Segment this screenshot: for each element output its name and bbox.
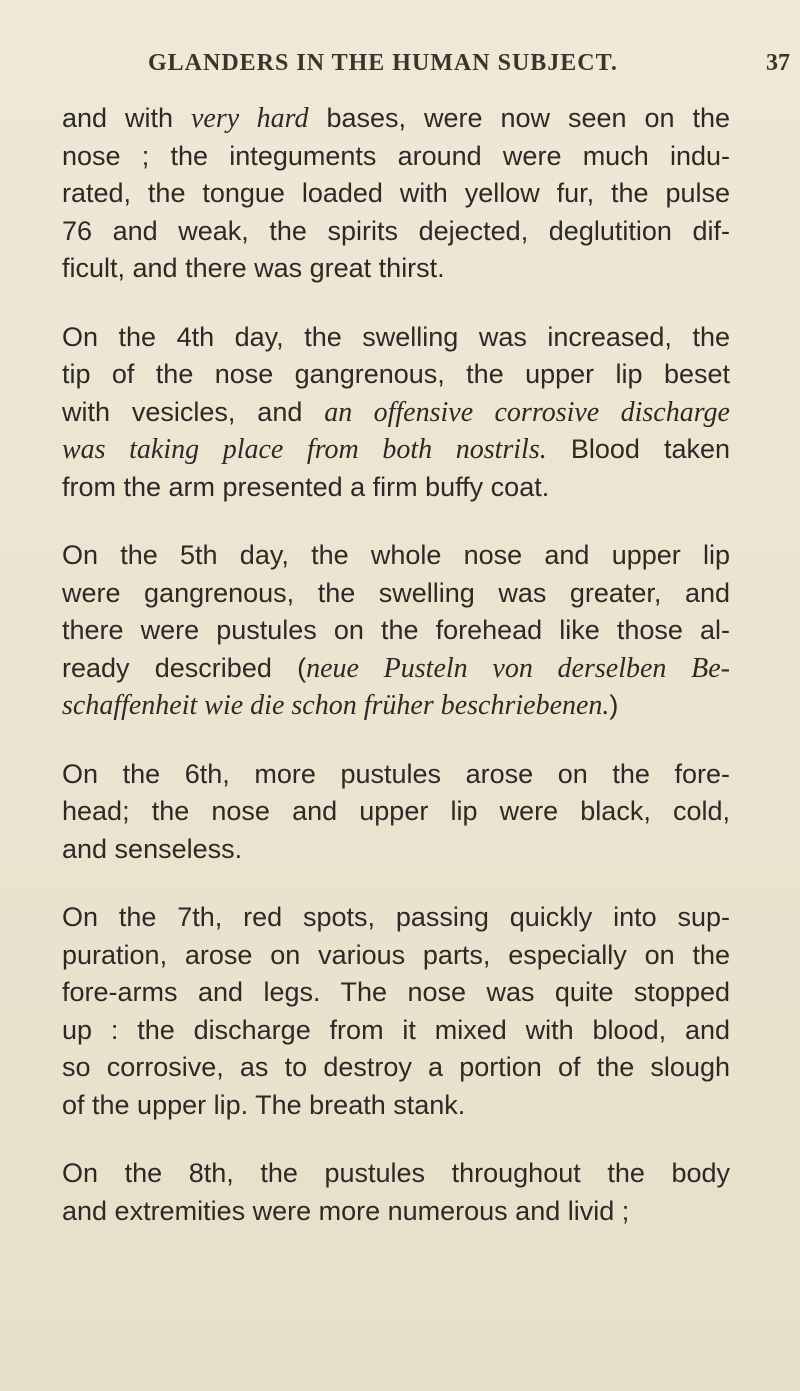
text-line bbox=[62, 1087, 730, 1125]
text-line bbox=[62, 575, 730, 613]
text-line bbox=[62, 756, 730, 794]
text-run: and senseless. bbox=[62, 833, 243, 864]
text-run: of the upper lip. The breath stank. bbox=[62, 1089, 466, 1120]
text-line bbox=[62, 1155, 730, 1193]
text-line bbox=[62, 687, 730, 725]
text-line bbox=[62, 793, 730, 831]
paragraph bbox=[62, 1155, 730, 1230]
text-run: with vesicles, and bbox=[62, 396, 325, 427]
paragraph bbox=[62, 756, 730, 869]
text-run: and with bbox=[62, 103, 191, 133]
text-run: ready described ( bbox=[62, 652, 307, 683]
text-run: there were pustules on the forehead like those al- bbox=[62, 615, 730, 645]
paragraph bbox=[62, 319, 730, 507]
paragraph bbox=[62, 537, 730, 725]
text-line bbox=[62, 537, 730, 575]
text-run: nose ; the integuments around were much indu- bbox=[62, 140, 730, 171]
text-line bbox=[62, 213, 730, 251]
text-run: On the 5th day, the whole nose and upper lip bbox=[62, 540, 730, 570]
text-line bbox=[62, 1049, 730, 1087]
text-run: puration, arose on various parts, especially on the bbox=[62, 939, 730, 970]
text-run: head; the nose and upper lip were black, cold, bbox=[62, 796, 730, 826]
text-line bbox=[62, 831, 730, 869]
text-line bbox=[62, 899, 730, 937]
text-line bbox=[62, 100, 730, 138]
italic-text: was taking place from both nostrils. bbox=[62, 434, 547, 465]
text-run: up : the discharge from it mixed with blood, and bbox=[62, 1014, 730, 1045]
paragraph bbox=[62, 100, 730, 288]
text-run: rated, the tongue loaded with yellow fur, the pulse bbox=[62, 178, 730, 208]
paragraph bbox=[62, 899, 730, 1124]
text-run: so corrosive, as to destroy a portion of the slough bbox=[62, 1052, 730, 1082]
italic-text: schaffenheit wie die schon früher beschriebenen. bbox=[62, 690, 610, 721]
body-text bbox=[62, 100, 730, 1261]
text-run: tip of the nose gangrenous, the upper lip beset bbox=[62, 359, 730, 389]
text-line bbox=[62, 394, 730, 432]
text-line bbox=[62, 1012, 730, 1050]
text-run: bases, were now seen on the bbox=[308, 103, 730, 133]
italic-text: very hard bbox=[191, 103, 309, 134]
text-line bbox=[62, 612, 730, 650]
text-line bbox=[62, 250, 730, 288]
text-run: On the 6th, more pustules arose on the fore- bbox=[62, 758, 730, 789]
running-title: GLANDERS IN THE HUMAN SUBJECT. bbox=[148, 50, 618, 76]
text-line bbox=[62, 650, 730, 688]
text-run: On the 4th day, the swelling was increased, the bbox=[62, 321, 730, 352]
text-line bbox=[62, 1193, 730, 1231]
text-run: were gangrenous, the swelling was greater, and bbox=[62, 577, 730, 608]
text-line bbox=[62, 356, 730, 394]
text-line bbox=[62, 469, 730, 507]
text-line bbox=[62, 175, 730, 213]
text-line bbox=[62, 138, 730, 176]
text-run: On the 8th, the pustules throughout the body bbox=[62, 1158, 730, 1188]
page-number: 37 bbox=[766, 50, 790, 76]
text-run: and extremities were more numerous and livid ; bbox=[62, 1195, 630, 1226]
text-line bbox=[62, 431, 730, 469]
text-run: from the arm presented a firm buffy coat. bbox=[62, 471, 550, 502]
italic-text: neue Pusteln von derselben Be- bbox=[306, 652, 730, 684]
text-run: Blood taken bbox=[546, 434, 731, 464]
text-run: ficult, and there was great thirst. bbox=[62, 253, 445, 283]
text-run: 76 and weak, the spirits dejected, deglutition dif- bbox=[62, 215, 730, 246]
italic-text: an offensive corrosive discharge bbox=[324, 396, 730, 428]
text-run: fore-arms and legs. The nose was quite stopped bbox=[62, 977, 730, 1007]
text-line bbox=[62, 937, 730, 975]
text-line bbox=[62, 974, 730, 1012]
running-header bbox=[148, 50, 790, 84]
text-run: On the 7th, red spots, passing quickly into sup- bbox=[62, 902, 730, 932]
text-run: ) bbox=[609, 690, 619, 720]
text-line bbox=[62, 319, 730, 357]
